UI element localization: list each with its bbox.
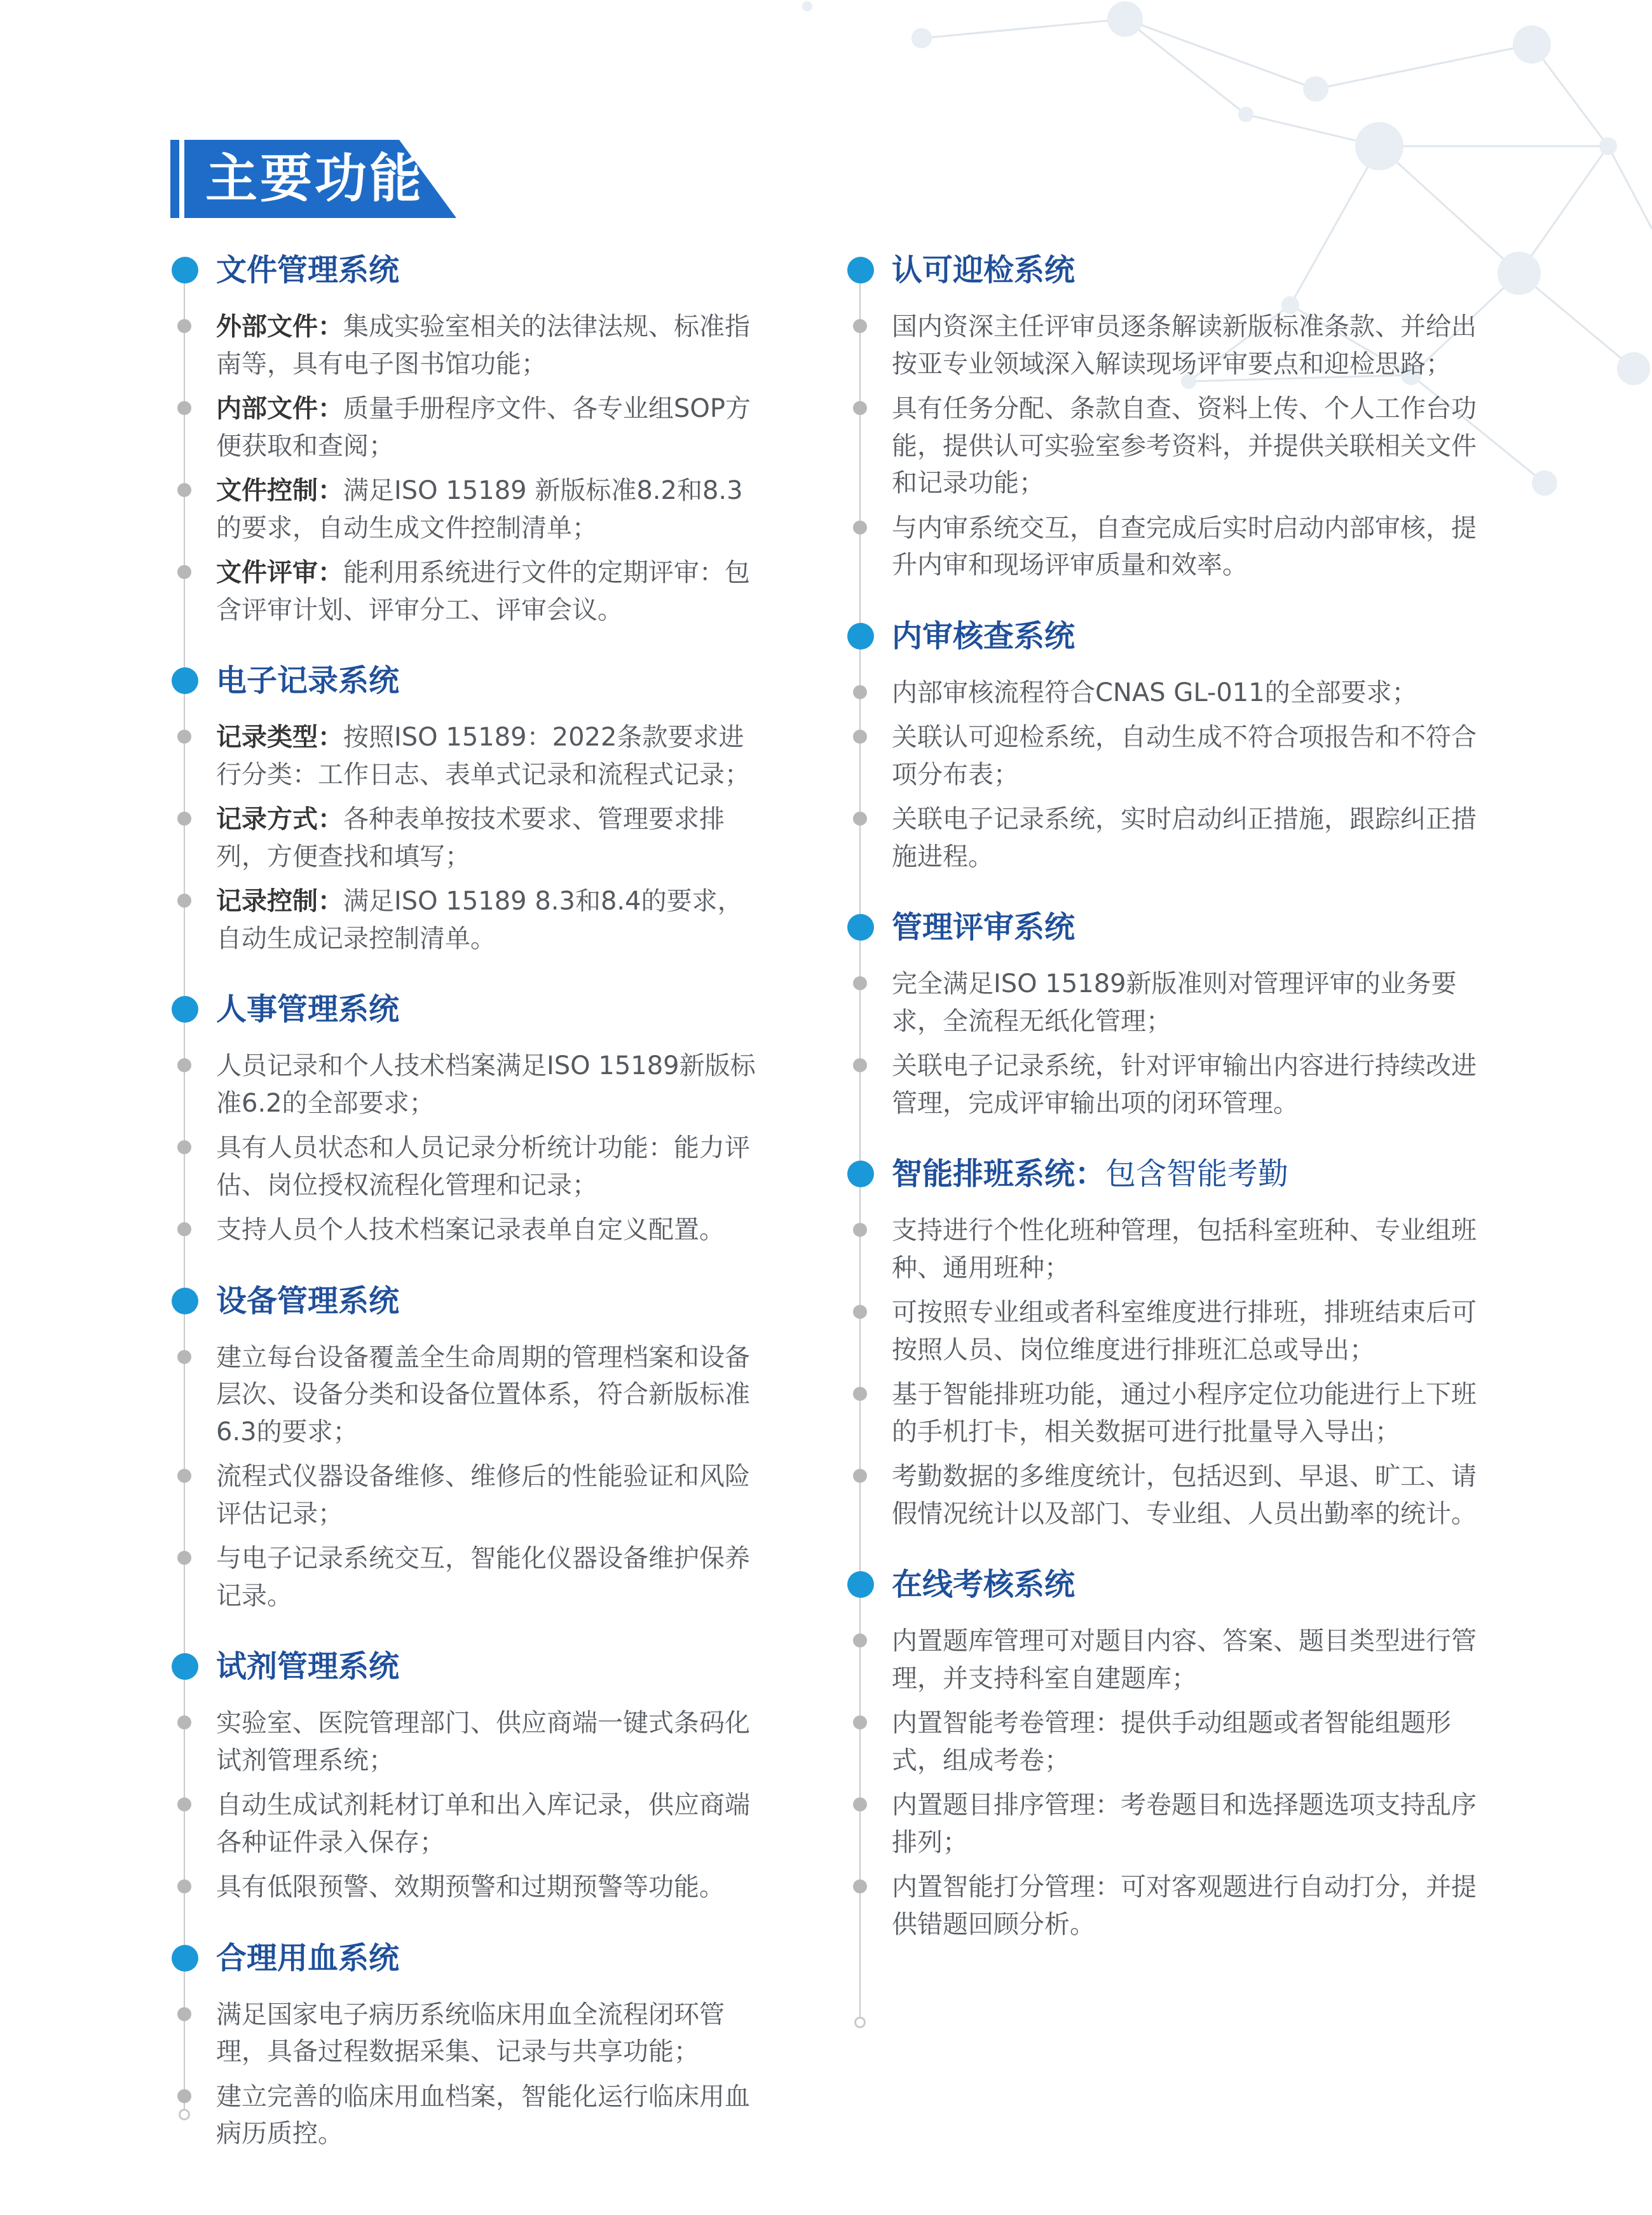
item-text: 人员记录和个人技术档案满足ISO 15189新版标准6.2的全部要求； xyxy=(216,1051,756,1118)
list-item xyxy=(172,1047,756,1122)
section-title xyxy=(216,1641,399,1692)
bullet-icon xyxy=(853,1387,867,1401)
item-text: 集成实验室相关的法律法规、标准指南等，具有电子图书馆功能； xyxy=(216,312,750,379)
bullet-icon xyxy=(177,1140,191,1154)
list-item xyxy=(172,472,756,547)
item-text: 完全满足ISO 15189新版准则对管理评审的业务要求，全流程无纸化管理； xyxy=(892,969,1457,1036)
bullet-icon xyxy=(177,1551,191,1565)
section-title xyxy=(216,1276,399,1326)
section xyxy=(847,611,1496,903)
bullet-icon xyxy=(853,730,867,744)
item-list xyxy=(172,308,756,655)
left-column xyxy=(172,245,756,2179)
list-item xyxy=(172,390,756,465)
bullet-icon xyxy=(177,483,191,497)
list-item xyxy=(847,1458,1496,1532)
item-label: 记录方式： xyxy=(216,805,343,834)
list-item xyxy=(172,554,756,629)
item-text: 具有任务分配、条款自查、资料上传、个人工作台功能，提供认可实验室参考资料，并提供关联相关文件和记录功能； xyxy=(892,394,1477,498)
item-label: 记录控制： xyxy=(216,887,343,916)
section-header xyxy=(847,902,1496,965)
list-item xyxy=(172,1458,756,1532)
section xyxy=(172,655,756,984)
item-text: 基于智能排班功能，通过小程序定位功能进行上下班的手机打卡，相关数据可进行批量导入导出； xyxy=(892,1380,1477,1447)
section-header xyxy=(847,245,1496,308)
section-title xyxy=(892,902,1075,953)
section-title-text: 合理用血系统 xyxy=(216,1940,400,1976)
section-title xyxy=(216,245,399,296)
section-title xyxy=(892,611,1075,662)
item-text: 支持人员个人技术档案记录表单自定义配置。 xyxy=(216,1215,725,1244)
item-label: 内部文件： xyxy=(216,394,343,423)
bullet-icon xyxy=(177,730,191,744)
section xyxy=(172,245,756,655)
section-header xyxy=(172,655,756,719)
list-item xyxy=(847,801,1496,875)
list-item xyxy=(847,1623,1496,1697)
item-text: 内置题库管理可对题目内容、答案、题目类型进行管理，并支持科室自建题库； xyxy=(892,1626,1477,1693)
section-title-text: 设备管理系统 xyxy=(216,1283,400,1319)
bullet-icon xyxy=(853,401,867,415)
section-title-text: 人事管理系统 xyxy=(216,992,400,1027)
bullet-icon xyxy=(177,1222,191,1236)
list-item xyxy=(172,1129,756,1204)
item-label: 文件控制： xyxy=(216,476,343,505)
section-dot-icon xyxy=(847,257,874,283)
item-text: 支持进行个性化班种管理，包括科室班种、专业组班种、通用班种； xyxy=(892,1216,1477,1283)
item-list xyxy=(847,308,1496,611)
list-item xyxy=(847,308,1496,383)
section-dot-icon xyxy=(172,667,198,694)
item-list xyxy=(172,719,756,984)
list-item xyxy=(172,719,756,793)
item-text: 建立完善的临床用血档案，智能化运行临床用血病历质控。 xyxy=(216,2082,750,2148)
section-title-text: 内审核查系统 xyxy=(892,618,1075,654)
bullet-icon xyxy=(177,1879,191,1893)
bullet-icon xyxy=(177,565,191,579)
bullet-icon xyxy=(853,1879,867,1893)
page-title: 主要功能 xyxy=(205,149,425,209)
section-dot-icon xyxy=(172,1653,198,1680)
item-text: 满足ISO 15189 新版标准8.2和8.3的要求，自动生成文件控制清单； xyxy=(216,476,743,543)
list-item xyxy=(172,1869,756,1906)
item-list xyxy=(172,1705,756,1933)
timeline-end-dot xyxy=(854,2017,866,2028)
bullet-icon xyxy=(177,319,191,333)
section-title xyxy=(892,1148,1288,1199)
item-list xyxy=(847,1623,1496,1970)
section-title xyxy=(216,1933,399,1984)
list-item xyxy=(847,965,1496,1040)
item-list xyxy=(847,674,1496,903)
section xyxy=(847,245,1496,611)
section-dot-icon xyxy=(172,1288,198,1314)
item-text: 满足ISO 15189 8.3和8.4的要求，自动生成记录控制清单。 xyxy=(216,887,743,953)
title-banner xyxy=(170,140,456,218)
item-list xyxy=(172,1339,756,1642)
item-text: 关联电子记录系统，实时启动纠正措施，跟踪纠正措施进程。 xyxy=(892,805,1477,871)
section-dot-icon xyxy=(172,996,198,1023)
item-text: 流程式仪器设备维修、维修后的性能验证和风险评估记录； xyxy=(216,1462,750,1529)
item-text: 内置智能打分管理：可对客观题进行自动打分，并提供错题回顾分析。 xyxy=(892,1872,1477,1939)
list-item xyxy=(847,1047,1496,1122)
list-item xyxy=(172,308,756,383)
list-item xyxy=(847,1869,1496,1943)
bullet-icon xyxy=(853,1797,867,1811)
list-item xyxy=(847,674,1496,712)
bullet-icon xyxy=(177,1797,191,1811)
section-title-text: 在线考核系统 xyxy=(892,1567,1075,1602)
bullet-icon xyxy=(177,1350,191,1364)
section-title xyxy=(892,1559,1075,1610)
section-header xyxy=(172,1933,756,1996)
list-item xyxy=(172,1705,756,1779)
item-text: 可按照专业组或者科室维度进行排班，排班结束后可按照人员、岗位维度进行排班汇总或导出； xyxy=(892,1298,1477,1365)
item-text: 关联认可迎检系统，自动生成不符合项报告和不符合项分布表； xyxy=(892,723,1477,789)
section-title xyxy=(216,655,399,706)
section-title-text: 认可迎检系统 xyxy=(892,252,1075,288)
bullet-icon xyxy=(853,521,867,535)
section-title-text: 文件管理系统 xyxy=(216,252,400,288)
list-item xyxy=(847,1294,1496,1368)
section-header xyxy=(172,1641,756,1705)
item-label: 记录类型： xyxy=(216,723,343,752)
section-dot-icon xyxy=(847,1571,874,1598)
item-text: 国内资深主任评审员逐条解读新版标准条款、并给出按亚专业领域深入解读现场评审要点和迎检思路； xyxy=(892,312,1477,379)
section xyxy=(847,1559,1496,1970)
item-text: 与电子记录系统交互，智能化仪器设备维护保养记录。 xyxy=(216,1544,750,1611)
section-title-text: 管理评审系统 xyxy=(892,910,1075,945)
section-header xyxy=(172,245,756,308)
section-header xyxy=(847,1559,1496,1623)
list-item xyxy=(172,2078,756,2153)
section-subtitle: 包含智能考勤 xyxy=(1105,1156,1289,1192)
bullet-icon xyxy=(853,1633,867,1647)
section-header xyxy=(172,984,756,1047)
bullet-icon xyxy=(177,812,191,826)
bullet-icon xyxy=(853,1223,867,1237)
section-dot-icon xyxy=(172,1945,198,1972)
section-title-text: 智能排班系统： xyxy=(892,1156,1106,1192)
item-text: 质量手册程序文件、各专业组SOP方便获取和查阅； xyxy=(216,394,751,461)
list-item xyxy=(847,1787,1496,1861)
section-title-text: 试剂管理系统 xyxy=(216,1649,400,1684)
item-text: 关联电子记录系统，针对评审输出内容进行持续改进管理，完成评审输出项的闭环管理。 xyxy=(892,1051,1477,1118)
section-title xyxy=(892,245,1075,296)
list-item xyxy=(847,510,1496,584)
item-list xyxy=(847,965,1496,1148)
item-text: 考勤数据的多维度统计，包括迟到、早退、旷工、请假情况统计以及部门、专业组、人员出勤率的统计。 xyxy=(892,1462,1477,1529)
section xyxy=(172,1641,756,1933)
bullet-icon xyxy=(177,401,191,415)
list-item xyxy=(847,719,1496,793)
item-text: 各种表单按技术要求、管理要求排列，方便查找和填写； xyxy=(216,805,725,871)
item-text: 实验室、医院管理部门、供应商端一键式条码化试剂管理系统； xyxy=(216,1708,750,1775)
bullet-icon xyxy=(177,2089,191,2103)
bullet-icon xyxy=(853,976,867,990)
list-item xyxy=(847,390,1496,502)
bullet-icon xyxy=(853,812,867,826)
item-text: 满足国家电子病历系统临床用血全流程闭环管理，具备过程数据采集、记录与共享功能； xyxy=(216,2000,725,2066)
item-text: 内置智能考卷管理：提供手动组题或者智能组题形式，组成考卷； xyxy=(892,1708,1451,1775)
item-list xyxy=(847,1212,1496,1559)
item-label: 外部文件： xyxy=(216,312,343,341)
section xyxy=(172,984,756,1276)
bullet-icon xyxy=(853,1715,867,1729)
list-item xyxy=(847,1376,1496,1450)
item-text: 内置题目排序管理：考卷题目和选择题选项支持乱序排列； xyxy=(892,1790,1477,1857)
item-text: 建立每台设备覆盖全生命周期的管理档案和设备层次、设备分类和设备位置体系，符合新版标准6.3的要求； xyxy=(216,1342,750,1447)
item-text: 能利用系统进行文件的定期评审：包含评审计划、评审分工、评审会议。 xyxy=(216,558,750,625)
section xyxy=(172,1276,756,1642)
list-item xyxy=(172,1540,756,1614)
section-dot-icon xyxy=(847,914,874,941)
item-label: 文件评审： xyxy=(216,558,343,587)
list-item xyxy=(172,1211,756,1249)
bullet-icon xyxy=(853,319,867,333)
item-text: 按照ISO 15189：2022条款要求进行分类：工作日志、表单式记录和流程式记录； xyxy=(216,723,750,789)
section xyxy=(847,1148,1496,1559)
item-list xyxy=(172,1047,756,1276)
list-item xyxy=(172,1996,756,2071)
section-header xyxy=(172,1276,756,1339)
item-text: 具有人员状态和人员记录分析统计功能：能力评估、岗位授权流程化管理和记录； xyxy=(216,1133,750,1200)
list-item xyxy=(172,801,756,875)
bullet-icon xyxy=(177,2007,191,2021)
section-dot-icon xyxy=(172,257,198,283)
item-text: 与内审系统交互，自查完成后实时启动内部审核，提升内审和现场评审质量和效率。 xyxy=(892,513,1477,580)
section-header xyxy=(847,611,1496,674)
section-dot-icon xyxy=(847,1161,874,1187)
section-header xyxy=(847,1148,1496,1212)
section xyxy=(172,1933,756,2179)
bullet-icon xyxy=(853,685,867,699)
bullet-icon xyxy=(177,1715,191,1729)
list-item xyxy=(172,1339,756,1451)
bullet-icon xyxy=(177,894,191,908)
section-dot-icon xyxy=(847,623,874,650)
bullet-icon xyxy=(177,1469,191,1483)
bullet-icon xyxy=(177,1058,191,1072)
list-item xyxy=(847,1212,1496,1286)
bullet-icon xyxy=(853,1305,867,1319)
section-title xyxy=(216,984,399,1035)
section xyxy=(847,902,1496,1148)
item-text: 具有低限预警、效期预警和过期预警等功能。 xyxy=(216,1872,725,1902)
bullet-icon xyxy=(853,1058,867,1072)
section-title-text: 电子记录系统 xyxy=(216,663,400,699)
item-text: 自动生成试剂耗材订单和出入库记录，供应商端各种证件录入保存； xyxy=(216,1790,750,1857)
list-item xyxy=(172,883,756,957)
item-list xyxy=(172,1996,756,2179)
list-item xyxy=(172,1787,756,1861)
item-text: 内部审核流程符合CNAS GL-011的全部要求； xyxy=(892,678,1417,707)
right-column xyxy=(847,245,1496,1970)
list-item xyxy=(847,1705,1496,1779)
bullet-icon xyxy=(853,1469,867,1483)
